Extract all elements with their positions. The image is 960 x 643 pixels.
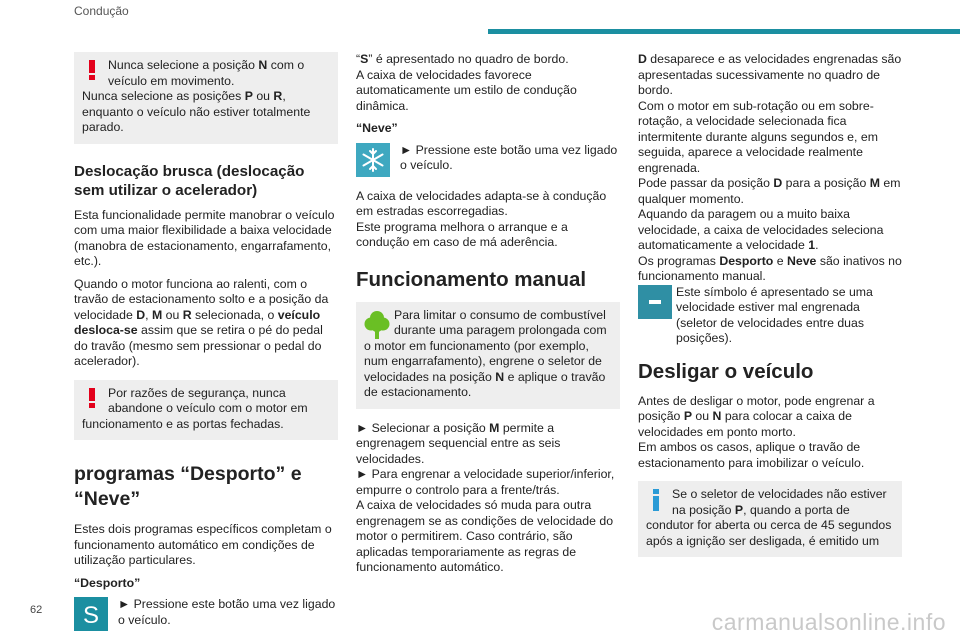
heading-desligar: Desligar o veículo [638,359,814,383]
info-note: Se o seletor de velocidades não estiver na posição P, quando a porta de condutor for aberta ou cerca de 45 segundos após a ignição ser desligada, é emitido um [638,481,902,557]
dash-symbol-icon [638,285,672,319]
sport-mode-s-icon [74,597,108,631]
warning-exclamation-icon [85,388,99,408]
desporto-instruction: S ► Pressione este botão uma vez ligado o veículo. [74,597,338,635]
paragraph-s-indicator: “S” é apresentado no quadro de bordo. A caixa de velocidades favorece automaticamente um estilo de condução dinâmica. [356,52,577,113]
eco-tip-note: Para limitar o consumo de combustível durante uma paragem prolongada com o motor em funcionamento (por exemplo, num engarrafamento), engrene o seletor de velocidades na posição N e aplique o travão de estacionamento. [356,302,620,409]
paragraph-manual-1: ► Selecionar a posição M permite a engrenagem sequencial entre as seis velocidades. ► Para engrenar a velocidade superior/inferior, empurre o controlo para a frente/trás. A caixa de velocidades só muda para outra engrenagem se as condições de velocidade do motor o permitirem. Caso contrário, são aplicadas temporariamente as regras de funcionamento automático. [356,420,615,574]
paragraph-neve: A caixa de velocidades adapta-se à condução em estradas escorregadias. Este programa melhora o arranque e a condução em caso de má aderência. [356,188,607,249]
page-header-title: Condução [74,4,129,18]
paragraph-brusca-1: Esta funcionalidade permite manobrar o veículo com uma maior flexibilidade a baixa velocidade (manobra de estacionamento, engarrafamento, etc.). [74,207,335,268]
column-1 [74,52,338,643]
info-icon [649,489,663,511]
paragraph-desligar-1: Antes de desligar o motor, pode engrenar a posição P ou N para colocar a caixa de velocidades em ponto morto. Em ambos os casos, aplique o travão de estacionamento para imobilizar o veículo. [638,393,875,470]
neve-instruction: ► Pressione este botão uma vez ligado o veículo. [356,143,620,181]
label-desporto: “Desporto” [74,575,141,590]
page-number: 62 [30,604,43,616]
paragraph-brusca-2: Quando o motor funciona ao ralenti, com o travão de estacionamento solto e a posição da velocidade D, M ou R selecionada, o veículo desloca-se assim que se retira o pé do pedal do travão (mesmo sem pressionar o pedal do acelerador). [74,276,329,368]
warning-exclamation-icon [85,60,99,80]
warning-note-safety: Por razões de segurança, nunca abandone o veículo com o motor em funcionamento e as portas fechadas. [74,380,338,441]
eco-tree-icon [364,309,390,339]
column-2 [356,52,620,583]
bad-gear-symbol-row: Este símbolo é apresentado se uma velocidade estiver mal engrenada (seletor de velocidades entre duas posições). [638,285,902,347]
warning-note-neutral: Nunca selecione a posição N com o veículo em movimento. Nunca selecione as posições P ou R, enquanto o veículo não estiver totalmente parado. [74,52,338,144]
column-3 [638,52,902,567]
heading-funcionamento-manual: Funcionamento manual [356,267,587,291]
heading-programas: programas “Desporto” e “Neve” [74,463,302,510]
label-neve: “Neve” [356,121,398,135]
svg-text:S: S [82,602,100,629]
header-accent-bar [488,29,960,34]
paragraph-programas: Estes dois programas específicos completam o funcionamento automático em condições de utilização particulares. [74,522,332,567]
paragraph-d-desaparece: D desaparece e as velocidades engrenadas são apresentadas sucessivamente no quadro de bordo. Com o motor em sub-rotação ou em sobre-rotação, a velocidade selecionada fica intermitente durante alguns segundos e, em seguida, aparece a velocidade realmente engrenada. Pode passar da posição D para a posição M em qualquer momento. Aquando da paragem ou a muito baixa velocidade, a caixa de velocidades seleciona automaticamente a velocidade 1. Os programas Desporto e Neve são inativos no funcionamento manual. [638,52,902,283]
snowflake-icon [356,143,390,177]
heading-deslocacao-brusca: Deslocação brusca (deslocação sem utilizar o acelerador) [74,162,305,199]
watermark: carmanualsonline.info [711,609,946,635]
